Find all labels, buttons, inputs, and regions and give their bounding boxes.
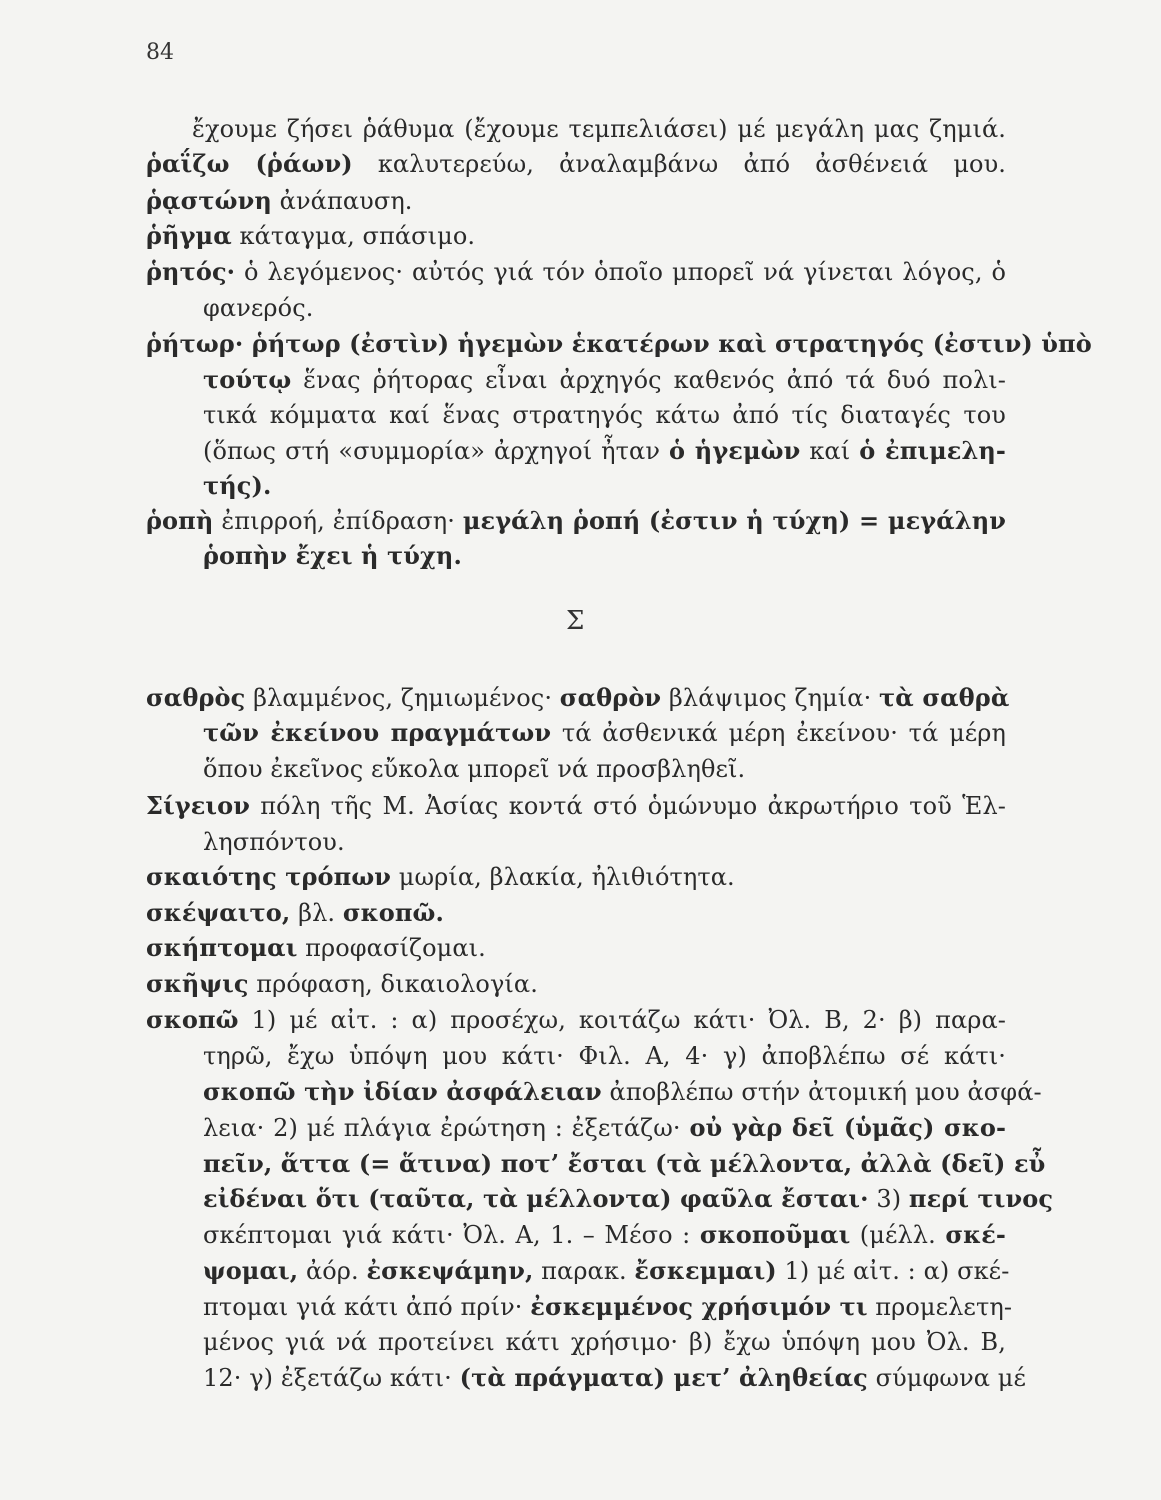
- headword: ἐσκεμμένος χρήσιμόν τι: [530, 1292, 868, 1321]
- headword: σαθρὸς: [146, 683, 246, 712]
- text-line: [203, 1149, 1046, 1179]
- entry-line: [146, 898, 1006, 928]
- text-line: [203, 1184, 1054, 1214]
- text-line: [203, 1256, 1010, 1286]
- definition-text: λεια· 2) μέ πλάγια ἐρώτηση : ἐξετάζω·: [203, 1114, 690, 1142]
- headword: σκῆψις: [146, 969, 249, 998]
- definition-text: σύμφωνα μέ: [867, 1364, 1027, 1392]
- definition-text: κάταγμα, σπάσιμο.: [231, 222, 476, 250]
- definition-text: καλυτερεύω, ἀναλαμβάνω ἀπό ἀσθένειά μου.: [352, 150, 1006, 178]
- headword: (τὰ πράγματα) μετ’ ἀληθείας: [459, 1363, 868, 1392]
- text-line: [203, 1220, 1006, 1250]
- entry-line: [146, 969, 1006, 999]
- headword: τής).: [203, 471, 272, 500]
- definition-text: πρόφαση, δικαιολογία.: [248, 970, 538, 998]
- definition-text: ὁ λεγόμενος· αὐτός γιά τόν ὁποῖο μπορεῖ νά γίνεται λόγος, ὁ: [235, 258, 1006, 286]
- headword: σκήπτομαι: [146, 933, 298, 962]
- page-number: 84: [146, 40, 174, 65]
- headword: σκέ-: [945, 1220, 1006, 1249]
- definition-text: ὅπου ἐκεῖνος εὔκολα μπορεῖ νά προσβληθεῖ.: [203, 755, 746, 783]
- headword: ψομαι,: [203, 1256, 299, 1285]
- definition-text: 1) μέ αἰτ. : α) προσέχω, κοιτάζω κάτι· Ὀλ. Β, 2· β) παρα-: [238, 1006, 1006, 1034]
- headword: περί τινος: [908, 1184, 1054, 1213]
- definition-text: τά ἀσθενικά μέρη ἐκείνου· τά μέρη: [551, 719, 1006, 747]
- section-letter: Σ: [566, 606, 585, 636]
- headword: σαθρὸν: [559, 683, 662, 712]
- definition-text: σκέπτομαι γιά κάτι· Ὀλ. Α, 1. – Μέσο :: [203, 1221, 700, 1249]
- headword: σκαιότης τρόπων: [146, 862, 392, 891]
- text-line: [203, 471, 1006, 501]
- headword: σκοποῦμαι: [699, 1220, 851, 1249]
- definition-text: βλαμμένος, ζημιωμένος·: [245, 684, 560, 712]
- headword: ἔσκεμμαι): [634, 1256, 777, 1285]
- entry-line: [146, 862, 1006, 892]
- entry-line: [146, 791, 1006, 821]
- definition-text: προφασίζομαι.: [297, 934, 486, 962]
- definition-text: ἀόρ.: [298, 1257, 367, 1285]
- text-line: [203, 1041, 1006, 1071]
- text-line: [203, 1077, 1042, 1107]
- headword: ὁ ἐπιμελη-: [859, 436, 1006, 465]
- headword: ῥᾳστώνη: [146, 186, 272, 215]
- definition-text: 12· γ) ἐξετάζω κάτι·: [203, 1364, 460, 1392]
- definition-text: 1) μέ αἰτ. : α) σκέ-: [776, 1257, 1010, 1285]
- text-line: [203, 541, 1006, 571]
- text-line: [203, 400, 1006, 430]
- definition-text: ἕνας ῥήτορας εἶναι ἀρχηγός καθενός ἀπό τά δυό πολι-: [291, 366, 1006, 394]
- text-line: [203, 827, 1006, 857]
- headword: ὁ ἡγεμὼν: [669, 436, 801, 465]
- entry-line: [146, 683, 1010, 713]
- definition-text: τηρῶ, ἔχω ὑπόψη μου κάτι· Φιλ. Α, 4· γ) ἀποβλέπω σέ κάτι·: [203, 1042, 1006, 1070]
- entry-line: [146, 221, 1006, 251]
- definition-text: προμελετη-: [867, 1293, 1013, 1321]
- headword: ῥοπὴ: [146, 506, 214, 535]
- text-line: [203, 718, 1006, 748]
- text-line: [192, 114, 1006, 144]
- headword: ῥῆγμα: [146, 221, 232, 250]
- definition-text: βλάψιμος ζημία·: [661, 684, 880, 712]
- headword: εἰδέναι ὅτι (ταῦτα, τὰ μέλλοντα) φαῦλα ἔσται·: [203, 1184, 869, 1213]
- definition-text: παρακ.: [533, 1257, 635, 1285]
- text-line: [203, 365, 1006, 395]
- headword: τὰ σαθρὰ: [879, 683, 1010, 712]
- text-line: [203, 1327, 1006, 1357]
- definition-text: πτομαι γιά κάτι ἀπό πρίν·: [203, 1293, 531, 1321]
- definition-text: πόλη τῆς Μ. Ἀσίας κοντά στό ὁμώνυμο ἀκρωτήριο τοῦ Ἑλ-: [250, 792, 1006, 820]
- headword: οὐ γὰρ δεῖ (ὑμᾶς) σκο-: [689, 1113, 1006, 1142]
- entry-line: [146, 933, 1006, 963]
- definition-text: ἀνάπαυση.: [271, 187, 413, 215]
- definition-text: 3): [868, 1185, 909, 1213]
- entry-line: [146, 186, 1006, 216]
- headword: ῥοπὴν ἔχει ἡ τύχη.: [203, 541, 462, 570]
- text-line: [203, 754, 1006, 784]
- definition-text: βλ.: [290, 899, 343, 927]
- text-line: [203, 293, 1006, 323]
- entry-line: [146, 149, 1006, 179]
- definition-text: μένος γιά νά προτείνει κάτι χρήσιμο· β) ἔχω ὑπόψη μου Ὀλ. Β,: [203, 1328, 1006, 1356]
- headword: ἐσκεψάμην,: [366, 1256, 534, 1285]
- headword: ῥητός·: [146, 257, 236, 286]
- text-line: [203, 1292, 1013, 1322]
- entry-line: [146, 506, 1006, 536]
- entry-line: [146, 329, 1092, 359]
- headword: σκοπῶ τὴν ἰδίαν ἀσφάλειαν: [203, 1077, 602, 1106]
- text-line: [203, 1363, 1027, 1393]
- headword: Σίγειον: [146, 791, 250, 820]
- definition-text: τικά κόμματα καί ἕνας στρατηγός κάτω ἀπό τίς διαταγές του: [203, 401, 1006, 429]
- headword: ῥήτωρ· ῥήτωρ (ἐστὶν) ἡγεμὼν ἑκατέρων καὶ στρατηγός (ἐστιν) ὑπὸ: [146, 329, 1092, 358]
- definition-text: (ὅπως στή «συμμορία» ἀρχηγοί ἦταν: [203, 437, 669, 465]
- entry-line: [146, 1005, 1006, 1035]
- headword: σκέψαιτο,: [146, 898, 291, 927]
- definition-text: ἀποβλέπω στήν ἀτομική μου ἀσφά-: [601, 1078, 1042, 1106]
- definition-text: (μέλλ.: [850, 1221, 946, 1249]
- headword: ῥαΐζω (ῥάων): [146, 149, 353, 178]
- headword: τούτῳ: [203, 365, 292, 394]
- definition-text: καί: [800, 437, 860, 465]
- headword: μεγάλη ῥοπή (ἐστιν ἡ τύχη) = μεγάλην: [462, 506, 1007, 535]
- headword: τῶν ἐκείνου πραγμάτων: [203, 718, 552, 747]
- definition-text: ἔχουμε ζήσει ῥάθυμα (ἔχουμε τεμπελιάσει) μέ μεγάλη μας ζημιά.: [192, 115, 1006, 143]
- definition-text: ἐπιρροή, ἐπίδραση·: [213, 507, 463, 535]
- definition-text: φανερός.: [203, 294, 314, 322]
- text-line: [203, 436, 1006, 466]
- definition-text: μωρία, βλακία, ἠλιθιότητα.: [391, 863, 735, 891]
- headword: σκοπῶ: [146, 1005, 239, 1034]
- text-line: [203, 1113, 1006, 1143]
- headword: σκοπῶ.: [342, 898, 444, 927]
- headword: πεῖν, ἅττα (= ἅτινα) ποτ’ ἔσται (τὰ μέλλοντα, ἀλλὰ (δεῖ) εὖ: [203, 1149, 1046, 1178]
- definition-text: λησπόντου.: [203, 828, 345, 856]
- entry-line: [146, 257, 1006, 287]
